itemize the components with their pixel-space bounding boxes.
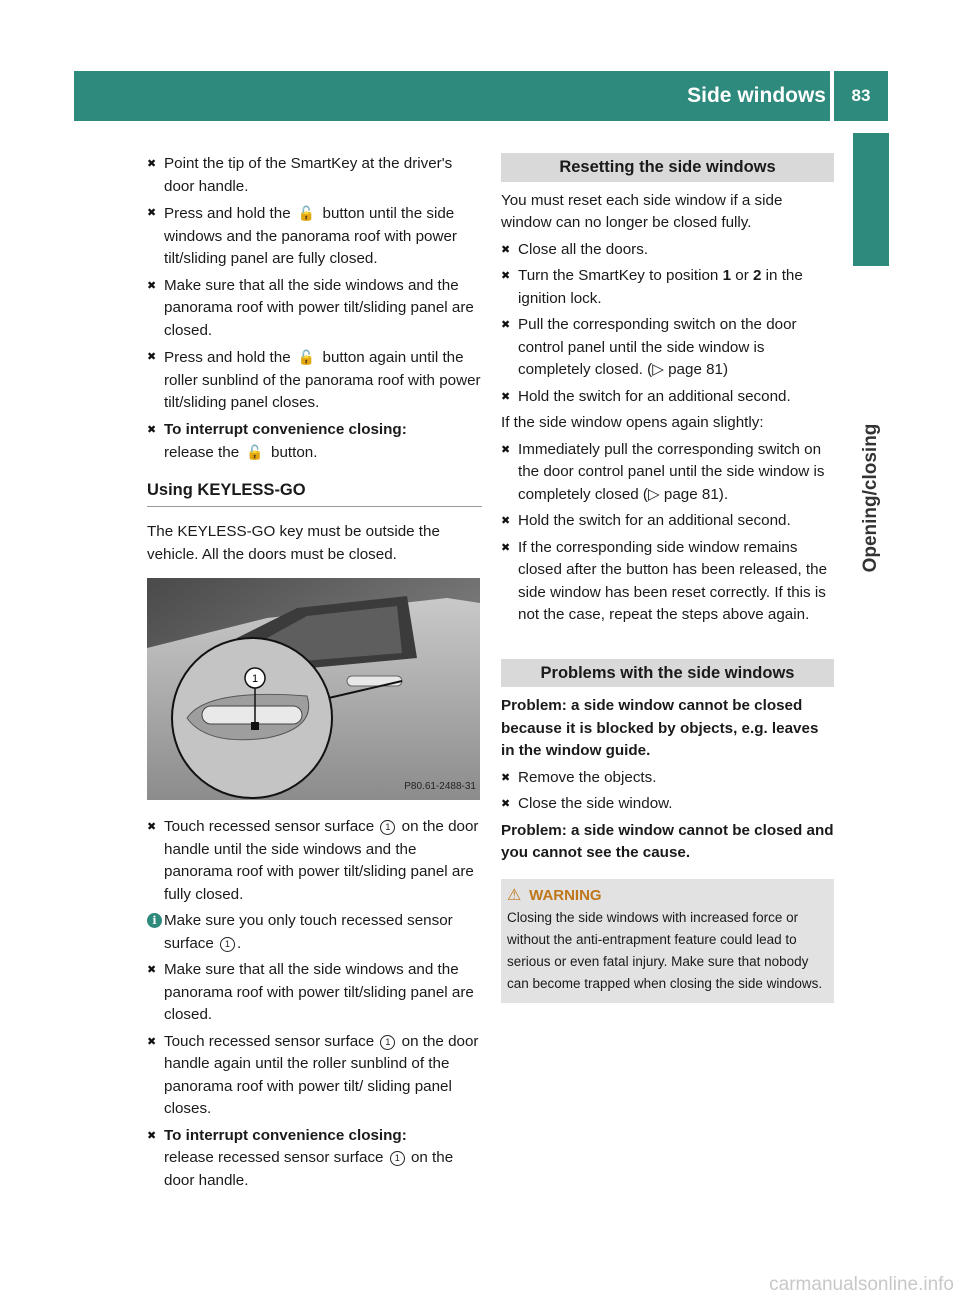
arrow-right-icon: ✖ (501, 270, 511, 282)
instruction-step: ✖ Hold the switch for an additional second. (501, 510, 834, 533)
arrow-right-icon: ✖ (501, 319, 511, 331)
side-tab (853, 133, 889, 266)
instruction-step: ✖ If the corresponding side window remains closed after the button has been released, the side window has been reset correctly. If this is not the case, repeat the steps above again. (501, 538, 828, 623)
callout-number: 1 (251, 673, 259, 685)
arrow-right-icon: ✖ (147, 964, 157, 976)
callout-marker: 1 (390, 1151, 405, 1166)
watermark: carmanualsonline.info (769, 1274, 954, 1295)
problem-statement: Problem: a side window cannot be closed and you cannot see the cause. (501, 821, 834, 861)
arrow-right-icon: ✖ (147, 423, 157, 436)
arrow-right-icon: ✖ (501, 243, 511, 256)
lock-icon: 🔓 (297, 205, 316, 221)
arrow-right-icon: ✖ (501, 771, 511, 784)
callout-marker: 1 (380, 820, 395, 835)
instruction-step: ✖ Hold the switch for an additional second. (501, 386, 834, 409)
instruction-step: ✖ To interrupt convenience closing: release recessed sensor surface 1 on the door handle. (147, 1126, 454, 1189)
door-handle-photo (147, 578, 480, 800)
arrow-right-icon: ✖ (147, 1129, 157, 1142)
lock-icon: 🔓 (246, 444, 264, 460)
warning-text: Closing the side windows with increased force or without the anti-entrapment feature could lead to serious or even fatal injury. Make sure that nobody can become trapped when closing the side windows. (507, 909, 823, 991)
chapter-label: Opening/closing (860, 423, 881, 573)
instruction-step: ✖ To interrupt convenience closing: release the 🔓 button. (147, 419, 482, 465)
instruction-step: ✖ Make sure that all the side windows and the panorama roof with power tilt/sliding panel are closed. (147, 961, 474, 1023)
arrow-right-icon: ✖ (501, 390, 511, 403)
left-column (147, 153, 482, 1196)
info-note: i Make sure you only touch recessed sensor surface 1 . (147, 910, 482, 955)
instruction-step: ✖ Touch recessed sensor surface 1 on the door handle until the side windows and the panorama roof with power tilt/sliding panel are fully closed. (147, 818, 479, 903)
page-title: Side windows (687, 84, 826, 107)
paragraph: If the side window opens again slightly: (501, 414, 764, 431)
instruction-step: ✖ Press and hold the 🔓 button again until the roller sunblind of the panorama roof with power tilt/sliding panel closes. (147, 346, 482, 415)
instruction-step: ✖ Touch recessed sensor surface 1 on the door handle again until the roller sunblind of the panorama roof with power tilt/ sliding panel closes. (147, 1032, 479, 1117)
instruction-step: ✖ Make sure that all the side windows and the panorama roof with power tilt/sliding panel are closed. (147, 276, 474, 339)
arrow-right-icon: ✖ (501, 541, 511, 554)
instruction-step: ✖ Close the side window. (501, 793, 834, 816)
problem-statement: Problem: a side window cannot be closed because it is blocked by objects, e.g. leaves in the window guide. (501, 697, 819, 759)
arrow-right-icon: ✖ (501, 443, 511, 456)
callout-marker: 1 (220, 937, 235, 952)
instruction-step: ✖ Close all the doors. (501, 239, 834, 262)
instruction-step: ✖ Press and hold the 🔓 button until the side windows and the panorama roof with power tilt/sliding panel are fully closed. (147, 202, 482, 271)
instruction-step: ✖ Pull the corresponding switch on the door control panel until the side window is completely closed. (▷ page 81) (501, 316, 797, 378)
warning-box (501, 879, 834, 1003)
section-heading: Using KEYLESS-GO (147, 479, 482, 508)
arrow-right-icon: ✖ (147, 821, 157, 833)
section-heading-problems: Problems with the side windows (501, 659, 834, 688)
lock-icon: 🔓 (297, 349, 316, 365)
warning-icon: ⚠ (507, 886, 522, 904)
arrow-right-icon: ✖ (147, 1035, 157, 1048)
page-number: 83 (834, 71, 888, 121)
arrow-right-icon: ✖ (501, 798, 511, 810)
arrow-right-icon: ✖ (147, 158, 157, 170)
arrow-right-icon: ✖ (147, 279, 157, 292)
warning-title: WARNING (529, 886, 602, 904)
info-icon: i (147, 913, 162, 928)
car-door-illustration (147, 578, 480, 800)
instruction-step: ✖ Immediately pull the corresponding switch on the door control panel until the side window is completely closed (▷ page 81). (501, 440, 825, 503)
paragraph: You must reset each side window if a side window can no longer be closed fully. (501, 191, 783, 231)
paragraph: The KEYLESS-GO key must be outside the vehicle. All the doors must be closed. (147, 523, 440, 563)
right-column (501, 153, 834, 1003)
instruction-step: ✖ Turn the SmartKey to position 1 or 2 in the ignition lock. (501, 267, 803, 307)
callout-marker: 1 (380, 1035, 395, 1050)
arrow-right-icon: ✖ (147, 351, 157, 363)
instruction-step: ✖ Remove the objects. (501, 767, 834, 790)
section-heading-reset: Resetting the side windows (501, 153, 834, 182)
photo-caption: P80.61-2488-31 (404, 780, 476, 792)
instruction-step: ✖ Point the tip of the SmartKey at the driver's door handle. (147, 155, 453, 195)
arrow-right-icon: ✖ (501, 515, 511, 527)
arrow-right-icon: ✖ (147, 207, 157, 219)
